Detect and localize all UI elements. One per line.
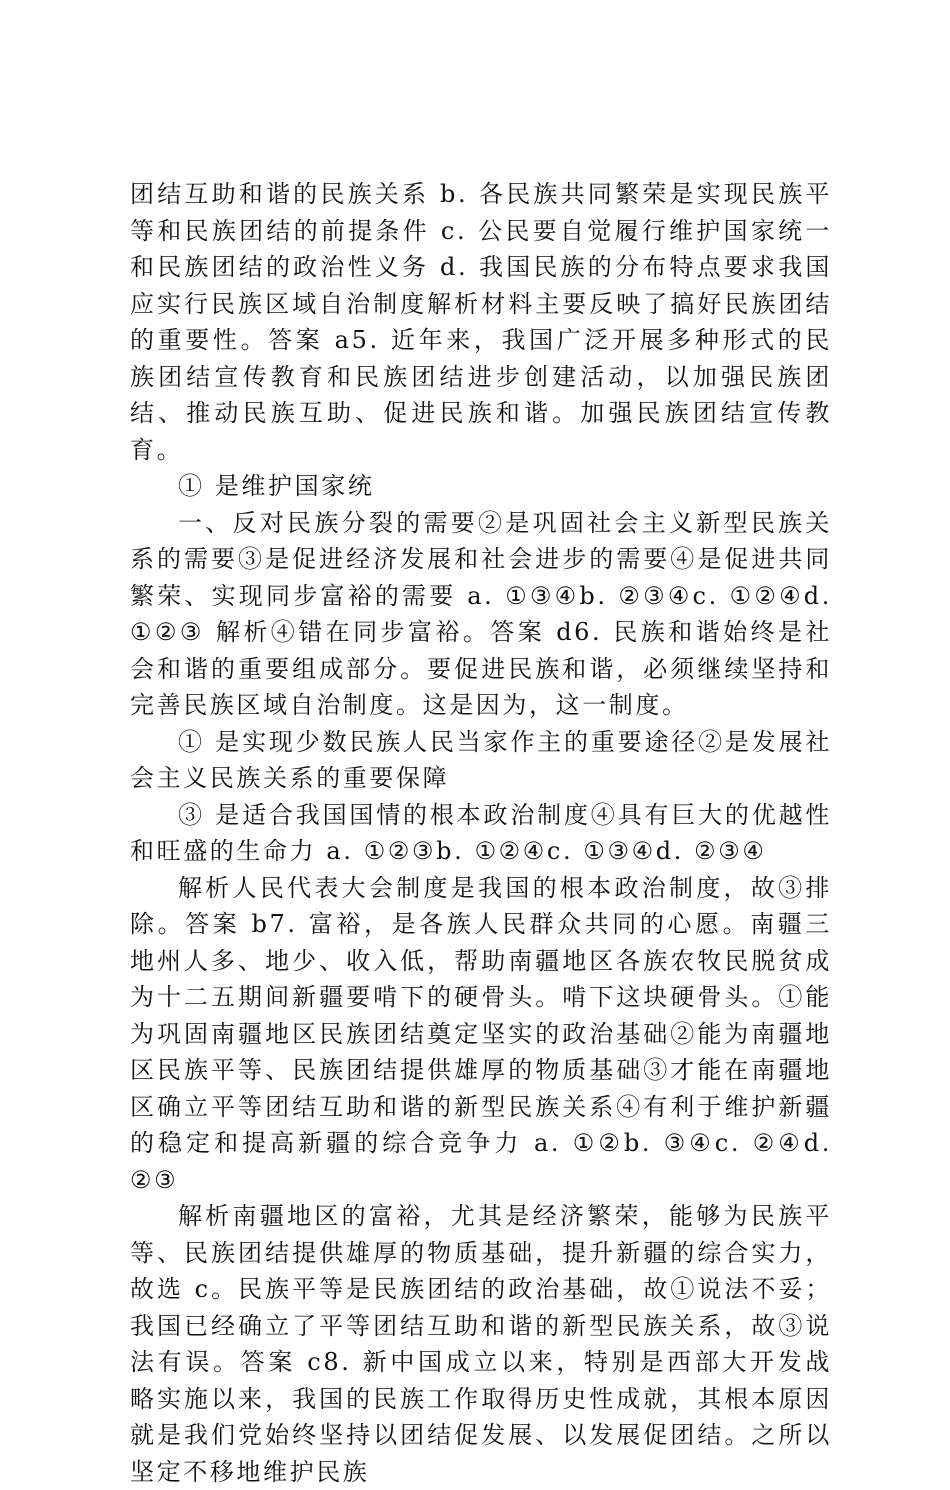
paragraph-5: ③ 是适合我国国情的根本政治制度④具有巨大的优越性和旺盛的生命力 a. ①②③b. ①②④c. ①③④d. ②③④: [130, 800, 832, 865]
paragraph-1: 团结互助和谐的民族关系 b. 各民族共同繁荣是实现民族平等和民族团结的前提条件 c. 公民要自觉履行维护国家统一和民族团结的政治性义务 d. 我国民族的分布特点要求我国应实行民族区域自治制度解析材料主要反映了搞好民族团结的重要性。答案 a5. 近年来，我国广泛开展多种形式的民族团结宣传教育和民族团结进步创建活动，以加强民族团结、推动民族互助、促进民族和谐。加强民族团结宣传教育。: [130, 180, 832, 464]
paragraph-2: ① 是维护国家统: [178, 472, 375, 500]
paragraph-7: 解析南疆地区的富裕，尤其是经济繁荣，能够为民族平等、民族团结提供雄厚的物质基础，提升新疆的综合实力，故选 c。民族平等是民族团结的政治基础，故①说法不妥；我国已经确立了平等团结互助和谐的新型民族关系，故③说法有误。答案 c8. 新中国成立以来，特别是西部大开发战略实施以来，我国的民族工作取得历史性成就，其根本原因就是我们党始终坚持以团结促发展、以发展促团结。之所以坚定不移地维护民族: [130, 1202, 832, 1486]
paragraph-4: ① 是实现少数民族人民当家作主的重要途径②是发展社会主义民族关系的重要保障: [130, 727, 832, 792]
document-body: [130, 176, 832, 1490]
paragraph-6: 解析人民代表大会制度是我国的根本政治制度，故③排除。答案 b7. 富裕，是各族人民群众共同的心愿。南疆三地州人多、地少、收入低，帮助南疆地区各族农牧民脱贫成为十二五期间新疆要啃下的硬骨头。啃下这块硬骨头。①能为巩固南疆地区民族团结奠定坚实的政治基础②能为南疆地区民族平等、民族团结提供雄厚的物质基础③才能在南疆地区确立平等团结互助和谐的新型民族关系④有利于维护新疆的稳定和提高新疆的综合竞争力 a. ①②b. ③④c. ②④d. ②③: [130, 873, 832, 1194]
paragraph-3: 一、反对民族分裂的需要②是巩固社会主义新型民族关系的需要③是促进经济发展和社会进步的需要④是促进共同繁荣、实现同步富裕的需要 a. ①③④b. ②③④c. ①②④d. ①②③ 解析④错在同步富裕。答案 d6. 民族和谐始终是社会和谐的重要组成部分。要促进民族和谐，必须继续坚持和完善民族区域自治制度。这是因为，这一制度。: [130, 508, 832, 719]
